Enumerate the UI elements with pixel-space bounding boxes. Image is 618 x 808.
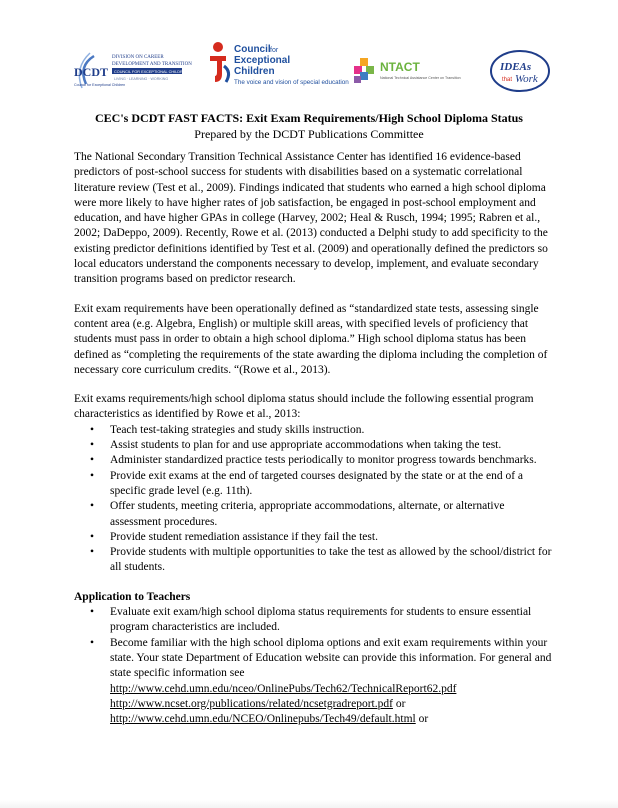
ntact-subtitle: National Technical Assistance Center on Transition [380, 76, 461, 80]
document-title: CEC's DCDT FAST FACTS: Exit Exam Requirements/High School Diploma Status [95, 111, 523, 125]
ideas-that-work-logo [488, 48, 552, 94]
list-item: • Assist students to plan for and use appropriate accommodations when taking the test. [110, 438, 554, 453]
link-tech-report-62[interactable]: http://www.cehd.umn.edu/nceo/OnlinePubs/Tech62/TechnicalReport62.pdf [110, 682, 457, 695]
dcdt-tagline: LIVING · LEARNING · WORKING [114, 77, 169, 81]
bullet-icon: • [90, 439, 95, 452]
cec-logo-mark [206, 38, 349, 94]
bullet-icon: • [90, 546, 95, 559]
characteristics-list [74, 423, 554, 576]
ntact-logo-mark [352, 52, 476, 86]
document-body [74, 150, 554, 727]
dcdt-caption: Council for Exceptional Children [74, 83, 126, 87]
list-item: • Administer standardized practice tests periodically to monitor progress towards benchmarks. [110, 453, 554, 468]
dcdt-line1: DIVISION ON CAREER [112, 55, 164, 60]
list-item: • Teach test-taking strategies and study skills instruction. [110, 423, 554, 438]
bullet-icon: • [90, 606, 95, 619]
resource-links: http://www.cehd.umn.edu/nceo/OnlinePubs/Tech62/TechnicalReport62.pdf http://www.ncset.org/publications/related/ncsetgradreport.pdf or http://www.cehd.umn.edu/NCEO/Onlinepubs/Tech49/default.html or [110, 682, 457, 726]
intro-paragraph: The National Secondary Transition Technical Assistance Center has identified 16 evidence-based predictors of post-school success for students with disabilities based on a systematic correlational literature review (Test et al., 2009). Findings indicated that students who earned a high school diploma were more likely to have higher rates of job satisfaction, be engaged in post-school employment and education, and have higher GPAs in college (Harvey, 2002; Heal & Rusch, 1994; 1995; Rabren et al., 2002; DaDeppo, 2009). Recently, Rowe et al. (2013) conducted a Delphi study to add specificity to the existing predictor definitions identified by Test et al. (2009) and operationally defined the predictors so local educators understand the components necessary to develop, implement, and evaluate secondary transition programs based on predictor research. [74, 151, 548, 286]
bullet-icon: • [90, 423, 95, 436]
bullet-icon: • [90, 530, 95, 543]
list-item: • Evaluate exit exam/high school diploma status requirements for students to ensure essential program characteristics are included. [90, 606, 532, 634]
dcdt-mark-text: DCDT [74, 65, 109, 79]
characteristics-intro: Exit exams requirements/high school diploma status should include the following essential program characteristics as identified by Rowe et al., 2013: [74, 393, 534, 421]
bullet-icon: • [90, 469, 95, 482]
dcdt-bar-text: COUNCIL FOR EXCEPTIONAL CHILDREN [114, 69, 188, 74]
link-tech-49[interactable]: http://www.cehd.umn.edu/NCEO/Onlinepubs/Tech49/default.html [110, 713, 416, 726]
bullet-icon: • [90, 454, 95, 467]
cec-line3: Children [234, 66, 275, 77]
ideas-line1: IDEAs [500, 61, 532, 73]
ntact-name: NTACT [380, 60, 420, 74]
list-item: • Provide exit exams at the end of targeted courses designated by the state or at the end of a specific grade level (e.g. 11th). [90, 469, 524, 497]
ideas-line2a: that [502, 77, 513, 83]
ntact-logo [352, 52, 476, 86]
cec-line1: Council [234, 44, 271, 55]
document-subtitle: Prepared by the DCDT Publications Committee [194, 127, 424, 141]
cec-line2: Exceptional [234, 55, 291, 66]
dcdt-logo [72, 44, 192, 94]
ideas-logo-mark [488, 48, 552, 94]
list-item: • Offer students, meeting criteria, appropriate accommodations, alternate, or alternative assessment procedures. [90, 500, 505, 528]
logo-bar [0, 38, 618, 100]
title-block [0, 110, 618, 142]
cec-logo [206, 38, 349, 94]
list-item: • Provide students with multiple opportunities to take the test as allowed by the school/district for all students. [90, 546, 552, 574]
ideas-line2b: Work [515, 73, 538, 85]
bullet-icon: • [90, 500, 95, 513]
teachers-list [74, 605, 554, 681]
list-item: • Provide student remediation assistance if they fail the test. [110, 530, 554, 545]
cec-line1b: for [270, 47, 279, 54]
cec-tagline: The voice and vision of special education [234, 79, 349, 86]
definition-paragraph: Exit exam requirements have been operationally defined as “standardized state tests, assessing single content area (e.g. Algebra, English) or multiple skill areas, with specified levels of proficiency that students must pass in order to obtain a high school diploma.” High school diploma status has been defined as “completing the requirements of the state awarding the diploma including the completion of necessary core curriculum credits. “(Rowe et al., 2013). [74, 302, 548, 376]
link-ncset-grad-report[interactable]: http://www.ncset.org/publications/related/ncsetgradreport.pdf [110, 697, 393, 710]
page-bottom-shadow [0, 800, 618, 808]
dcdt-line2: DEVELOPMENT AND TRANSITION [112, 62, 192, 67]
bullet-icon: • [90, 636, 95, 649]
teachers-heading: Application to Teachers [74, 590, 191, 603]
list-item: • Become familiar with the high school diploma options and exit exam requirements within your state. Your state Department of Education website can provide this information. For general and state specific information see [90, 636, 552, 680]
dcdt-logo-mark [72, 44, 192, 94]
